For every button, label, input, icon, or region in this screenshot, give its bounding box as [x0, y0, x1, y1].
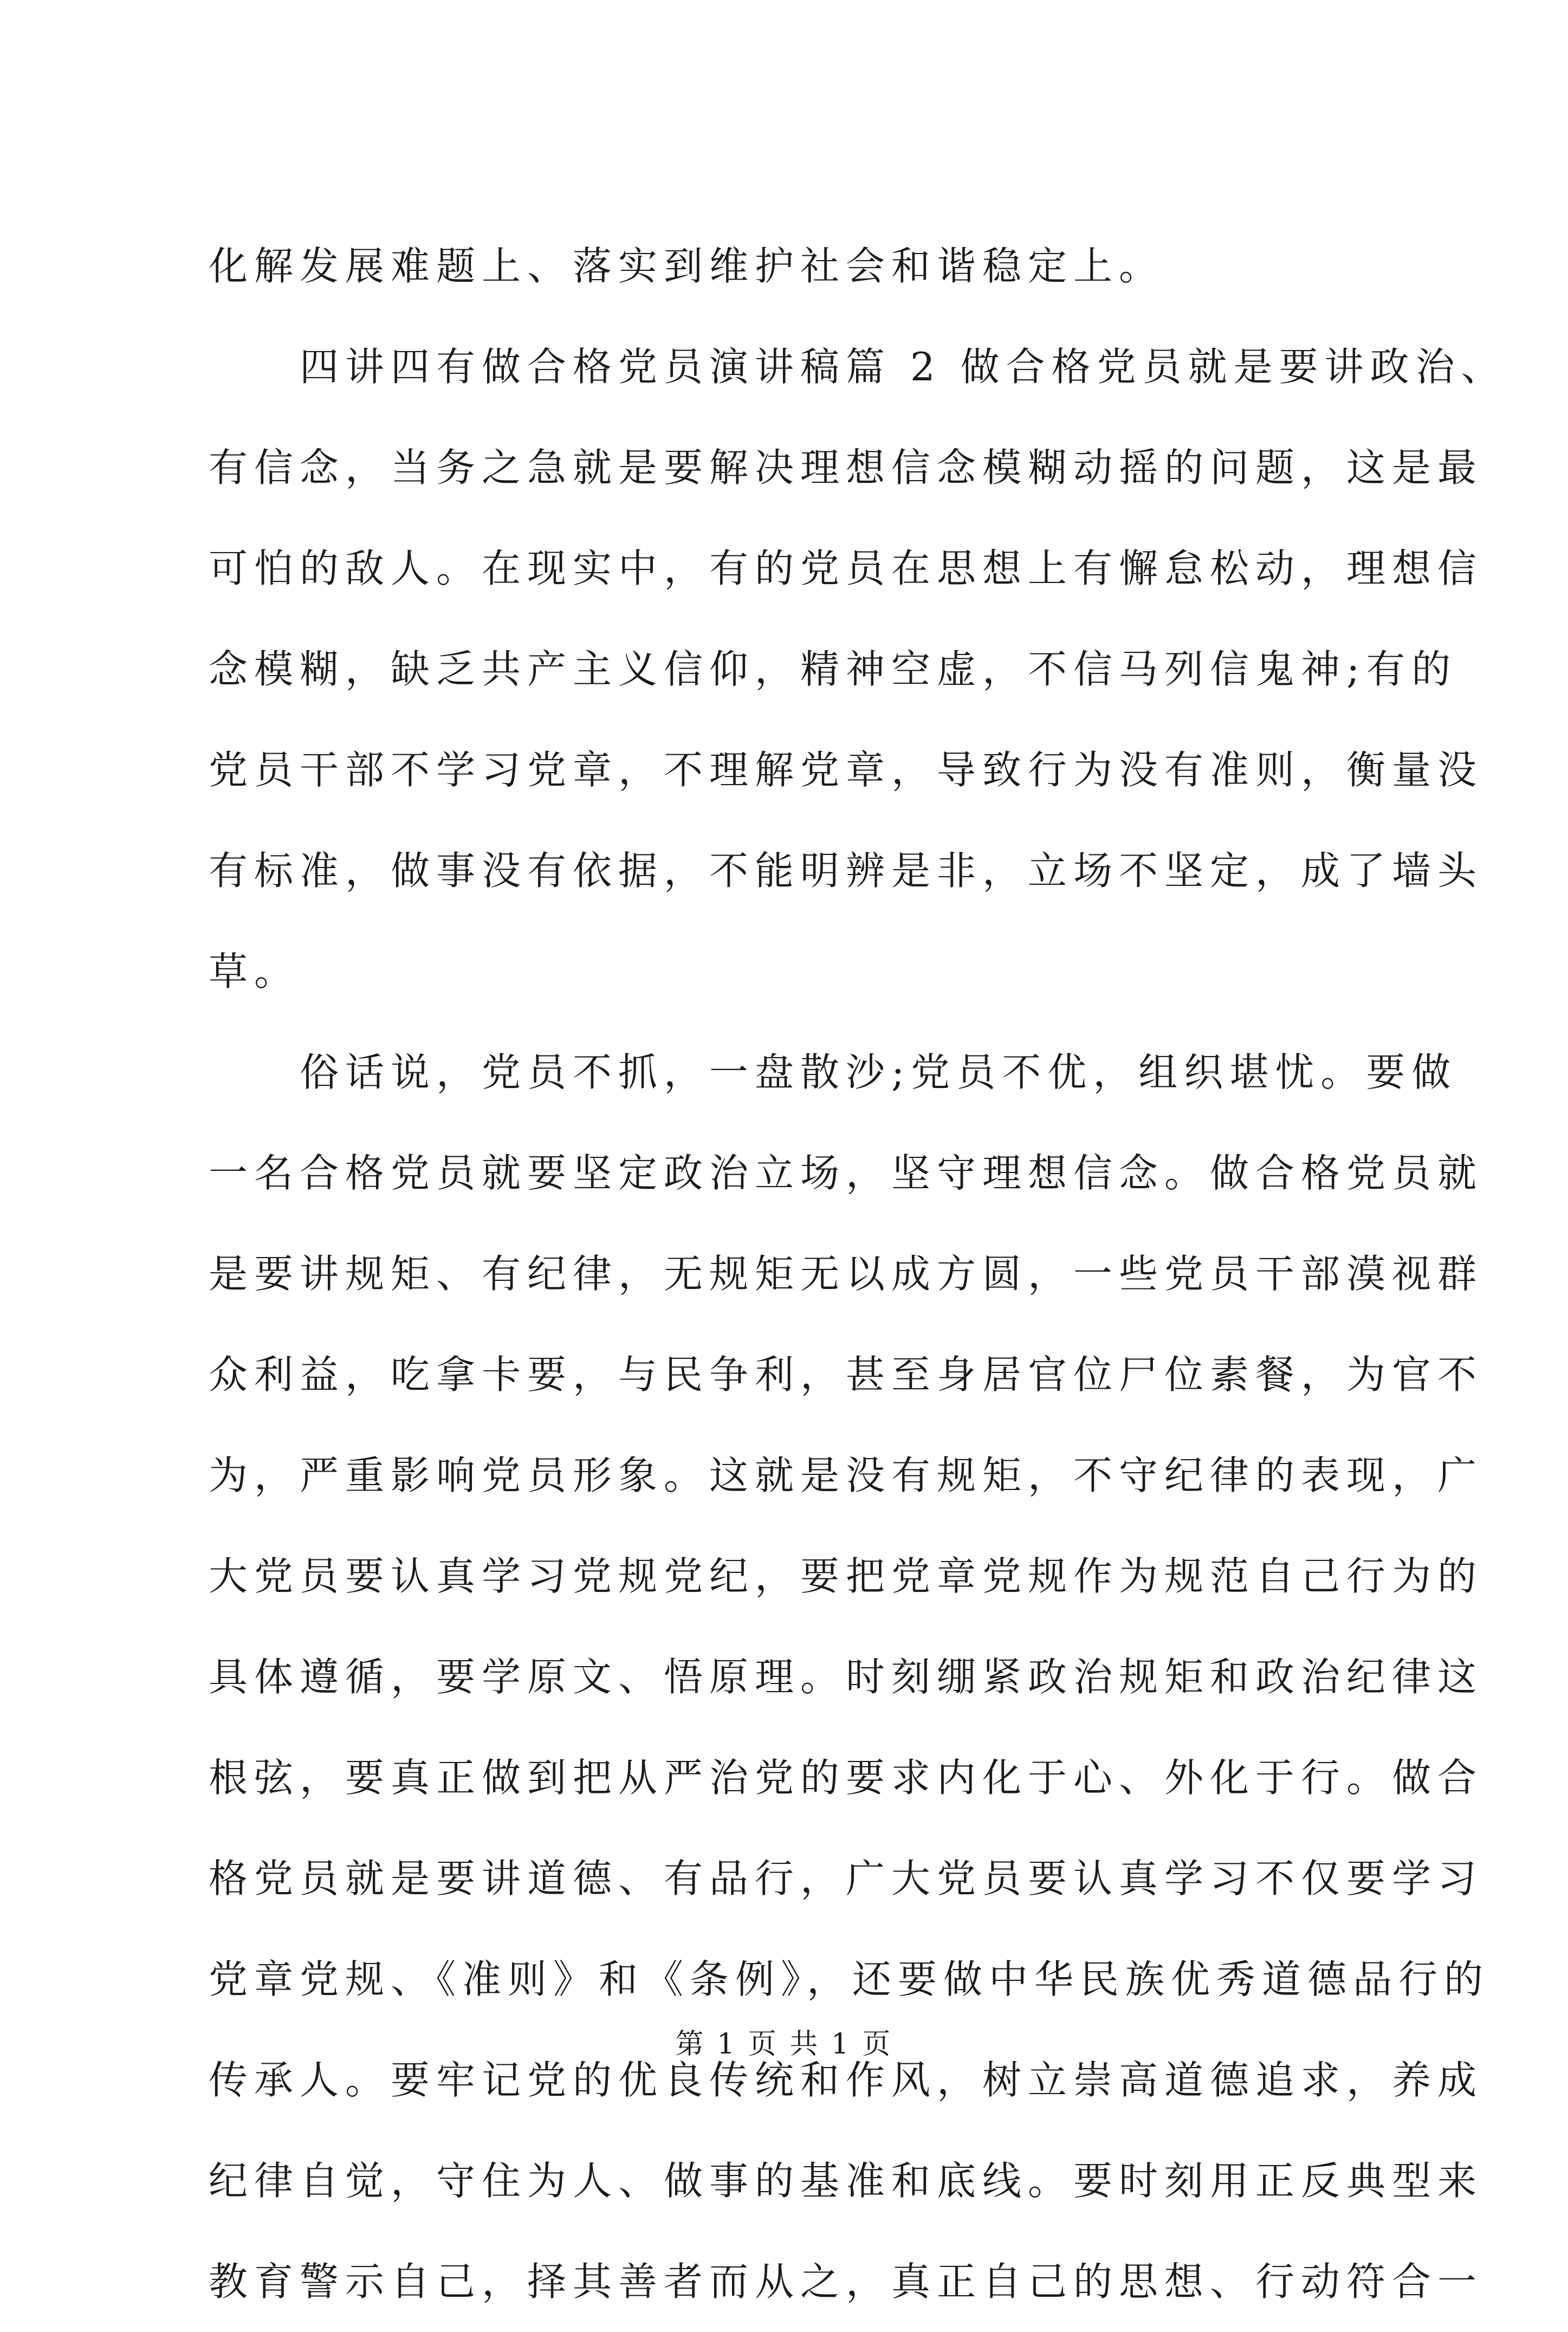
text-line-6: 党员干部不学习党章，不理解党章，导致行为没有准则，衡量没 — [209, 747, 1483, 793]
text-line-7: 有标准，做事没有依据，不能明辨是非，立场不坚定，成了墙头 — [209, 848, 1483, 893]
text-line-2: 四讲四有做合格党员演讲稿篇 2 做合格党员就是要讲政治、 — [300, 344, 1507, 390]
text-line-13: 为，严重影响党员形象。这就是没有规矩，不守纪律的表现，广 — [209, 1453, 1483, 1498]
text-line-12: 众利益，吃拿卡要，与民争利，甚至身居官位尸位素餐，为官不 — [209, 1352, 1483, 1397]
page-number-footer: 第 1 页 共 1 页 — [675, 2028, 893, 2061]
text-line-18: 党章党规、《准则》和《条例》，还要做中华民族优秀道德品行的 — [209, 1957, 1490, 2002]
text-line-14: 大党员要认真学习党规党纪，要把党章党规作为规范自己行为的 — [209, 1553, 1483, 1599]
text-line-16: 根弦，要真正做到把从严治党的要求内化于心、外化于行。做合 — [209, 1755, 1483, 1800]
text-line-4: 可怕的敌人。在现实中，有的党员在思想上有懈怠松动，理想信 — [209, 546, 1483, 591]
text-line-9: 俗话说，党员不抓，一盘散沙;党员不优，组织堪忧。要做 — [300, 1050, 1457, 1095]
text-line-17: 格党员就是要讲道德、有品行，广大党员要认真学习不仅要学习 — [209, 1856, 1483, 1901]
text-line-3: 有信念，当务之急就是要解决理想信念模糊动摇的问题，这是最 — [209, 445, 1483, 490]
text-line-15: 具体遵循，要学原文、悟原理。时刻绷紧政治规矩和政治纪律这 — [209, 1654, 1483, 1700]
text-line-8: 草。 — [209, 949, 300, 994]
text-line-19: 传承人。要牢记党的优良传统和作风，树立崇高道德追求，养成 — [209, 2057, 1483, 2103]
text-line-11: 是要讲规矩、有纪律，无规矩无以成方圆，一些党员干部漠视群 — [209, 1251, 1483, 1297]
text-line-1: 化解发展难题上、落实到维护社会和谐稳定上。 — [209, 243, 1165, 289]
text-line-5: 念模糊，缺乏共产主义信仰，精神空虚，不信马列信鬼神;有的 — [209, 646, 1457, 692]
text-line-20: 纪律自觉，守住为人、做事的基准和底线。要时刻用正反典型来 — [209, 2158, 1483, 2204]
text-line-10: 一名合格党员就要坚定政治立场，坚守理想信念。做合格党员就 — [209, 1150, 1483, 1196]
text-line-21: 教育警示自己，择其善者而从之，真正自己的思想、行动符合一 — [209, 2259, 1483, 2304]
document-body — [209, 216, 1507, 2332]
